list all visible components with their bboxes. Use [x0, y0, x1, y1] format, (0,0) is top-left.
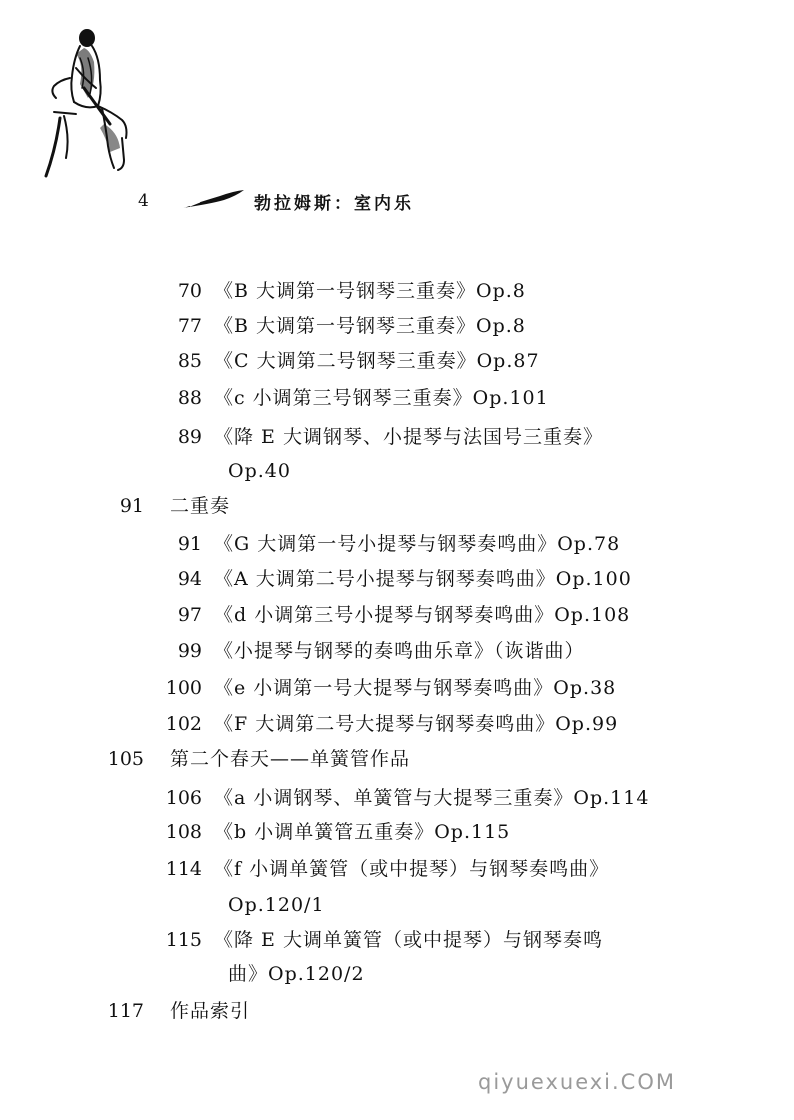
toc-page-number: 89	[177, 426, 202, 448]
toc-title: 《小提琴与钢琴的奏鸣曲乐章》（诙谐曲）	[214, 640, 585, 662]
site-watermark: qiyuexuexi.COM	[478, 1070, 676, 1094]
toc-page-number: 117	[107, 1000, 144, 1022]
toc-title: 《e 小调第一号大提琴与钢琴奏鸣曲》Op.38	[214, 677, 617, 699]
toc-page-number: 114	[165, 858, 202, 880]
toc-title: 《降 E 大调单簧管（或中提琴）与钢琴奏鸣	[214, 929, 603, 951]
toc-title: 《B 大调第一号钢琴三重奏》Op.8	[214, 280, 526, 302]
toc-page-number: 94	[177, 568, 202, 590]
toc-page-number: 99	[177, 640, 202, 662]
toc-page-number: 105	[107, 748, 144, 770]
running-title: 勃拉姆斯：室内乐	[254, 194, 414, 214]
toc-section-title: 作品索引	[170, 1000, 251, 1022]
toc-page-number: 88	[177, 387, 202, 409]
toc-page-number: 91	[177, 533, 202, 555]
toc-page-number: 102	[165, 713, 202, 735]
toc-page-number: 97	[177, 604, 202, 626]
toc-title-continuation: Op.120/1	[228, 894, 325, 916]
toc-page-number: 100	[165, 677, 202, 699]
toc-section-title: 二重奏	[170, 495, 231, 517]
toc-page-number: 106	[165, 787, 202, 809]
toc-page-number: 77	[177, 315, 202, 337]
seated-musician-illustration	[40, 28, 140, 180]
page-number: 4	[138, 191, 149, 211]
toc-title: 《降 E 大调钢琴、小提琴与法国号三重奏》	[214, 426, 603, 448]
toc-page-number: 70	[177, 280, 202, 302]
toc-title: 《G 大调第一号小提琴与钢琴奏鸣曲》Op.78	[214, 533, 621, 555]
toc-title: 《d 小调第三号小提琴与钢琴奏鸣曲》Op.108	[214, 604, 631, 626]
toc-page-number: 108	[165, 821, 202, 843]
toc-page-number: 115	[165, 929, 202, 951]
toc-title: 《b 小调单簧管五重奏》Op.115	[214, 821, 511, 843]
toc-title: 《f 小调单簧管（或中提琴）与钢琴奏鸣曲》	[214, 858, 610, 880]
toc-title: 《F 大调第二号大提琴与钢琴奏鸣曲》Op.99	[214, 713, 619, 735]
toc-page-number: 85	[177, 350, 202, 372]
toc-title: 《A 大调第二号小提琴与钢琴奏鸣曲》Op.100	[214, 568, 632, 590]
toc-title-continuation: 曲》Op.120/2	[228, 963, 365, 985]
toc-title: 《a 小调钢琴、单簧管与大提琴三重奏》Op.114	[214, 787, 650, 809]
toc-title: 《C 大调第二号钢琴三重奏》Op.87	[214, 350, 540, 372]
toc-title: 《B 大调第一号钢琴三重奏》Op.8	[214, 315, 526, 337]
toc-title: 《c 小调第三号钢琴三重奏》Op.101	[214, 387, 549, 409]
feather-ornament-icon	[180, 188, 246, 210]
toc-section-title: 第二个春天——单簧管作品	[170, 748, 411, 770]
toc-page-number: 91	[119, 495, 144, 517]
toc-title-continuation: Op.40	[228, 460, 291, 482]
